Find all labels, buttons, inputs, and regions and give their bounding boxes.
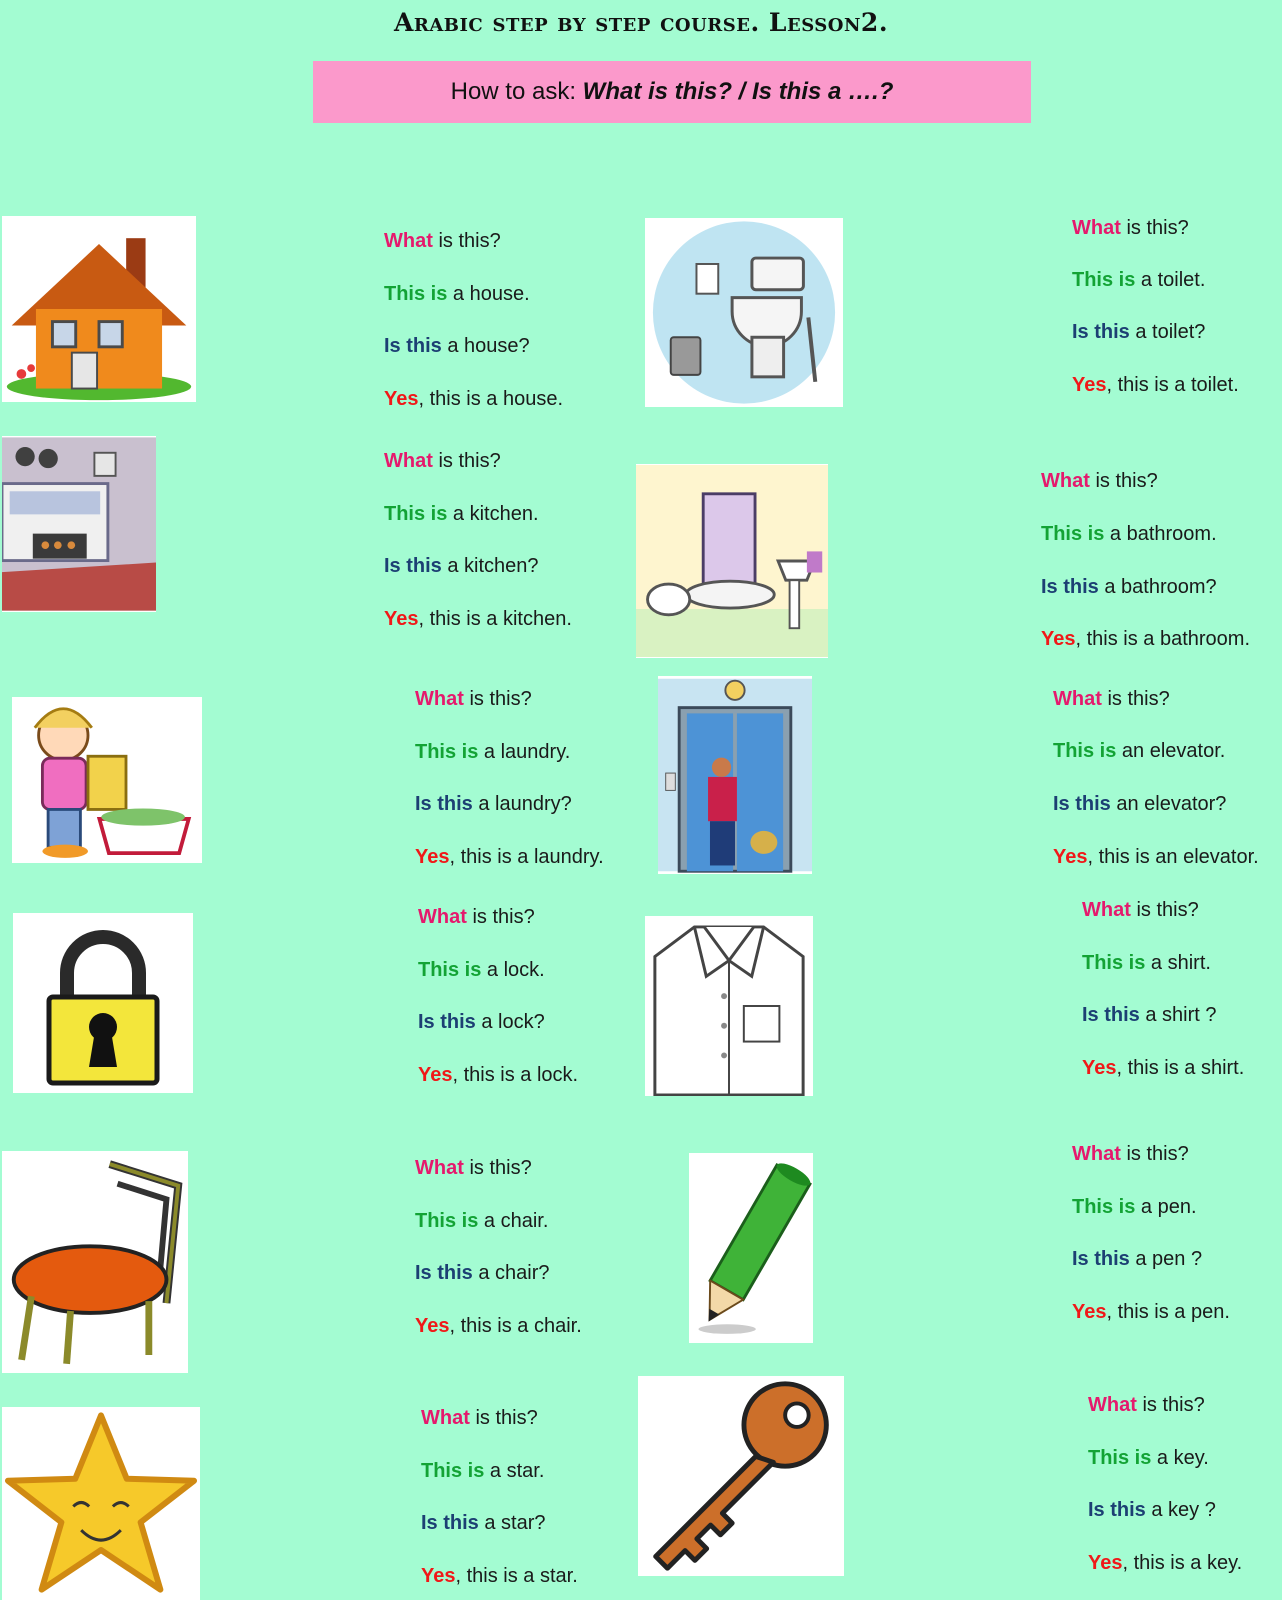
en-yes-rest: , this is a pen. (1106, 1301, 1230, 1323)
en-yes-rest: , this is a laundry. (449, 846, 604, 868)
en-this-is: This is (415, 741, 479, 763)
en-object: a lock. (481, 959, 545, 981)
en-is-this: Is this (384, 555, 442, 577)
en-object: a key. (1151, 1447, 1209, 1469)
en-line-2 (1072, 1197, 1197, 1217)
en-line-2 (1072, 270, 1205, 290)
en-line-4 (384, 389, 563, 409)
en-what: What (415, 1157, 464, 1179)
en-line-3 (1072, 1249, 1202, 1269)
en-this-is: This is (1082, 952, 1146, 974)
en-what-rest: is this? (432, 450, 501, 472)
en-what-rest: is this? (432, 230, 501, 252)
en-line-1 (415, 689, 532, 709)
en-question: a shirt ? (1139, 1004, 1217, 1026)
en-line-3 (418, 1012, 545, 1032)
en-object: a house. (447, 283, 530, 305)
en-line-1 (415, 1158, 532, 1178)
en-object: a pen. (1135, 1196, 1197, 1218)
en-this-is: This is (418, 959, 482, 981)
en-yes: Yes (1072, 374, 1107, 396)
en-line-4 (415, 1316, 582, 1336)
en-line-1 (1053, 689, 1170, 709)
en-line-3 (415, 794, 572, 814)
en-line-1 (418, 907, 535, 927)
en-yes: Yes (1041, 628, 1076, 650)
en-yes: Yes (1072, 1301, 1107, 1323)
en-this-is: This is (415, 1210, 479, 1232)
en-question: a house? (441, 335, 530, 357)
en-yes-rest: , this is a toilet. (1106, 374, 1239, 396)
en-line-4 (384, 609, 572, 629)
en-is-this: Is this (418, 1011, 476, 1033)
en-line-2 (415, 1211, 548, 1231)
en-yes: Yes (1053, 846, 1088, 868)
en-what: What (415, 688, 464, 710)
en-object: a kitchen. (447, 503, 539, 525)
en-what: What (1053, 688, 1102, 710)
en-line-2 (1082, 953, 1211, 973)
en-object: an elevator. (1116, 740, 1226, 762)
en-yes-rest: , this is a star. (455, 1565, 578, 1587)
toilet-icon (645, 218, 843, 407)
en-line-1 (384, 451, 501, 471)
en-line-2 (421, 1461, 544, 1481)
en-question: a lock? (475, 1011, 545, 1033)
en-what: What (418, 906, 467, 928)
en-question: a laundry? (472, 793, 572, 815)
en-line-3 (1072, 322, 1205, 342)
en-yes-rest: , this is an elevator. (1087, 846, 1259, 868)
kitchen-icon (2, 436, 156, 612)
en-yes-rest: , this is a key. (1122, 1552, 1243, 1574)
en-is-this: Is this (1041, 576, 1099, 598)
en-question: a pen ? (1129, 1248, 1203, 1270)
en-line-2 (1041, 524, 1217, 544)
en-line-1 (421, 1408, 538, 1428)
en-yes-rest: , this is a bathroom. (1075, 628, 1251, 650)
subtitle-emphasis: What is this? / Is this a ….? (582, 78, 894, 105)
en-yes: Yes (384, 388, 419, 410)
en-line-4 (1082, 1058, 1244, 1078)
en-question: a toilet? (1129, 321, 1206, 343)
laundry-icon (12, 697, 202, 863)
lock-icon (13, 913, 193, 1093)
en-yes: Yes (1088, 1552, 1123, 1574)
en-line-1 (1041, 471, 1158, 491)
en-line-1 (1082, 900, 1199, 920)
en-object: a chair. (478, 1210, 549, 1232)
en-is-this: Is this (1053, 793, 1111, 815)
en-this-is: This is (1072, 269, 1136, 291)
subtitle-banner (313, 61, 1031, 123)
en-line-3 (415, 1263, 550, 1283)
en-line-4 (1072, 1302, 1230, 1322)
en-line-1 (384, 231, 501, 251)
en-line-2 (418, 960, 545, 980)
en-line-3 (1088, 1500, 1216, 1520)
en-line-3 (1053, 794, 1226, 814)
en-what-rest: is this? (466, 906, 535, 928)
en-yes-rest: , this is a house. (418, 388, 564, 410)
en-is-this: Is this (1072, 1248, 1130, 1270)
en-yes: Yes (421, 1565, 456, 1587)
en-what-rest: is this? (1120, 1143, 1189, 1165)
en-line-2 (1088, 1448, 1209, 1468)
en-line-1 (1072, 218, 1189, 238)
en-yes: Yes (418, 1064, 453, 1086)
subtitle-prefix: How to ask: (450, 78, 583, 105)
en-line-3 (1082, 1005, 1217, 1025)
house-icon (2, 216, 196, 402)
en-what-rest: is this? (1136, 1394, 1205, 1416)
en-what-rest: is this? (1120, 217, 1189, 239)
en-line-3 (384, 556, 539, 576)
en-question: a key ? (1145, 1499, 1216, 1521)
en-what-rest: is this? (463, 688, 532, 710)
en-what: What (384, 450, 433, 472)
en-yes-rest: , this is a lock. (452, 1064, 579, 1086)
en-this-is: This is (1072, 1196, 1136, 1218)
en-is-this: Is this (415, 1262, 473, 1284)
en-what: What (384, 230, 433, 252)
en-yes: Yes (415, 846, 450, 868)
en-line-3 (384, 336, 530, 356)
en-yes-rest: , this is a chair. (449, 1315, 582, 1337)
en-object: a star. (484, 1460, 545, 1482)
en-this-is: This is (1041, 523, 1105, 545)
en-this-is: This is (384, 283, 448, 305)
en-line-4 (1053, 847, 1259, 867)
en-is-this: Is this (384, 335, 442, 357)
en-line-4 (1041, 629, 1250, 649)
en-yes: Yes (384, 608, 419, 630)
en-yes-rest: , this is a shirt. (1116, 1057, 1245, 1079)
en-yes: Yes (1082, 1057, 1117, 1079)
en-this-is: This is (1053, 740, 1117, 762)
en-line-1 (1088, 1395, 1205, 1415)
en-what-rest: is this? (469, 1407, 538, 1429)
en-this-is: This is (384, 503, 448, 525)
bathroom-icon (636, 464, 828, 658)
en-what-rest: is this? (1101, 688, 1170, 710)
en-is-this: Is this (1072, 321, 1130, 343)
en-line-1 (1072, 1144, 1189, 1164)
en-this-is: This is (421, 1460, 485, 1482)
en-question: a kitchen? (441, 555, 539, 577)
en-line-4 (418, 1065, 578, 1085)
en-line-4 (421, 1566, 578, 1586)
en-line-2 (384, 284, 530, 304)
en-is-this: Is this (415, 793, 473, 815)
en-object: a shirt. (1145, 952, 1211, 974)
en-what-rest: is this? (1130, 899, 1199, 921)
en-what: What (1082, 899, 1131, 921)
en-question: a chair? (472, 1262, 550, 1284)
en-this-is: This is (1088, 1447, 1152, 1469)
en-line-4 (1088, 1553, 1242, 1573)
en-is-this: Is this (1088, 1499, 1146, 1521)
en-what: What (1072, 217, 1121, 239)
key-icon (638, 1376, 844, 1576)
en-what: What (421, 1407, 470, 1429)
en-object: a bathroom. (1104, 523, 1217, 545)
chair-icon (2, 1151, 188, 1373)
en-line-2 (415, 742, 570, 762)
star-icon (2, 1407, 200, 1600)
en-line-2 (384, 504, 539, 524)
en-what: What (1088, 1394, 1137, 1416)
en-is-this: Is this (421, 1512, 479, 1534)
en-object: a toilet. (1135, 269, 1206, 291)
en-line-2 (1053, 741, 1225, 761)
page-title: Arabic step by step course. Lesson2. (393, 8, 889, 37)
en-line-4 (415, 847, 604, 867)
en-line-4 (1072, 375, 1239, 395)
en-line-3 (421, 1513, 546, 1533)
en-what-rest: is this? (463, 1157, 532, 1179)
elevator-icon (658, 676, 812, 874)
pencil-icon (689, 1153, 813, 1343)
en-object: a laundry. (478, 741, 571, 763)
en-yes: Yes (415, 1315, 450, 1337)
en-line-3 (1041, 577, 1217, 597)
en-question: an elevator? (1110, 793, 1227, 815)
shirt-icon (645, 916, 813, 1096)
en-what-rest: is this? (1089, 470, 1158, 492)
en-yes-rest: , this is a kitchen. (418, 608, 572, 630)
en-is-this: Is this (1082, 1004, 1140, 1026)
en-what: What (1041, 470, 1090, 492)
en-question: a star? (478, 1512, 546, 1534)
en-what: What (1072, 1143, 1121, 1165)
en-question: a bathroom? (1098, 576, 1217, 598)
